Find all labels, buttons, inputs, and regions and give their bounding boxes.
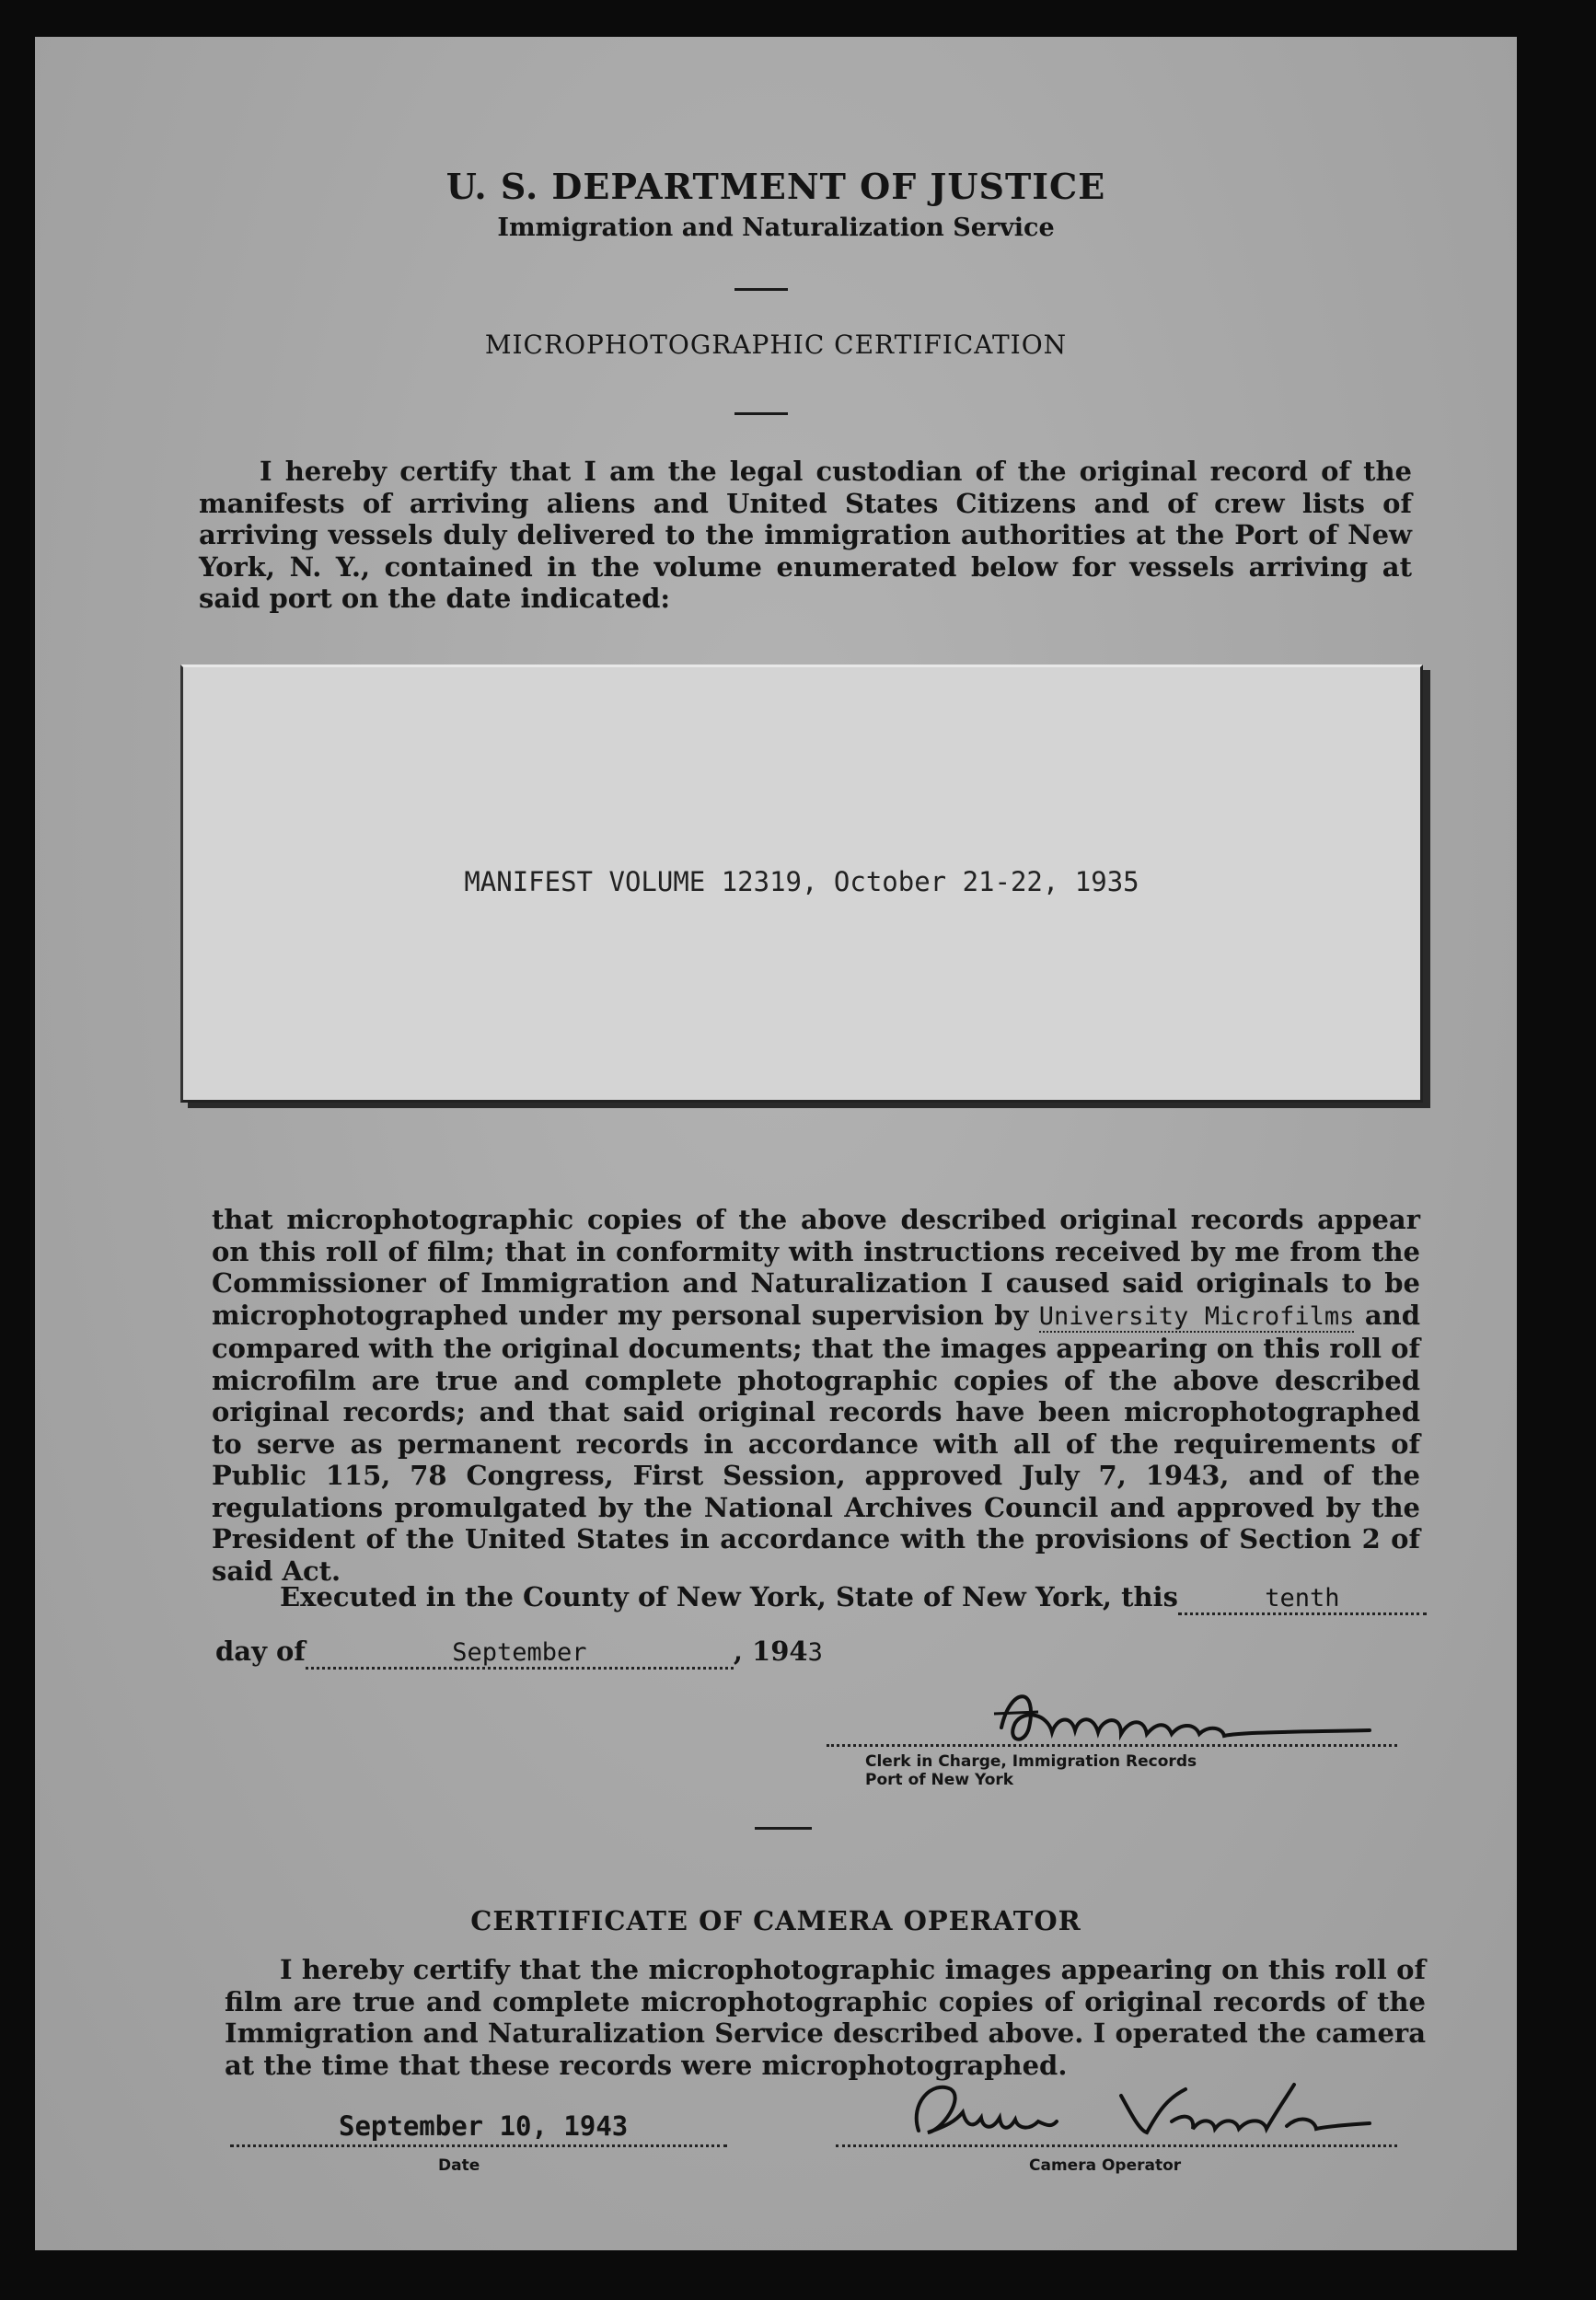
copies-text-after: and compared with the original documents; that the images appearing on this roll of microfilm are true and complete photographic copies of the above described original records; and that said original records have been microphotographed to serve as permanent records in accordance with all of the requirements of Public 115, 78 Congress, First Session, approved July 7, 1943, and of the regulations promulgated by the National Archives Council and approved by the President of the United States in accordance with the provisions of Section 2 of said Act. [212,1299,1420,1587]
camera-date-value: September 10, 1943 [339,2110,629,2142]
operator-signature [891,2075,1406,2149]
execution-line [280,1581,1427,1615]
camera-statement: I hereby certify that the microphotographic images appearing on this roll of film are true and complete microphotographic copies of original records of the Immigration and Naturalization Service described above. I operated the camera at the time that these records were microphotographed. [225,1954,1426,2081]
execution-month: September [452,1638,587,1667]
execution-month-field [306,1635,734,1670]
certificate-sheet [35,37,1517,2250]
copies-statement [212,1204,1420,1587]
custodian-statement: I hereby certify that I am the legal custodian of the original record of the manifests of arriving aliens and United States Citizens and of crew lists of arriving vessels duly delivered to the immigration authorities at the Port of New York, N. Y., contained in the volume enumerated below for vessels arriving at said port on the date indicated: [199,456,1412,614]
date-label: Date [438,2156,480,2175]
service-subheading: Immigration and Naturalization Service [497,214,1055,242]
copies-text-before: that microphotographic copies of the above described original records appear on this roll of film; that in conformity with instructions received by me from the Commissioner of Immigration and Naturalization I caused said originals to be microphotographed under my personal supervision by [212,1204,1420,1331]
year-digit: 3 [807,1638,823,1667]
title-divider [734,412,788,415]
execution-date-line [215,1635,823,1670]
execution-day: tenth [1265,1584,1340,1612]
photographer-name: University Microfilms [1038,1301,1355,1331]
year-prefix: , 194 [733,1635,808,1667]
execution-day-field [1178,1581,1427,1615]
clerk-title [865,1752,1197,1789]
camera-divider [755,1827,812,1830]
execution-prefix: Executed in the County of New York, State of New York, this [280,1581,1178,1612]
date-line [230,2144,727,2147]
camera-operator-label: Camera Operator [1029,2156,1182,2175]
manifest-volume-line: MANIFEST VOLUME 12319, October 21-22, 1935 [464,866,1139,897]
clerk-signature [983,1677,1406,1760]
day-of-label: day of [215,1635,306,1667]
header-divider [734,288,788,291]
record-box [180,665,1423,1103]
clerk-title-line2: Port of New York [865,1771,1014,1789]
camera-certificate-title: CERTIFICATE OF CAMERA OPERATOR [470,1905,1081,1936]
clerk-title-line1: Clerk in Charge, Immigration Records [865,1752,1197,1771]
certification-title: MICROPHOTOGRAPHIC CERTIFICATION [484,329,1068,360]
department-heading: U. S. DEPARTMENT OF JUSTICE [445,166,1106,207]
